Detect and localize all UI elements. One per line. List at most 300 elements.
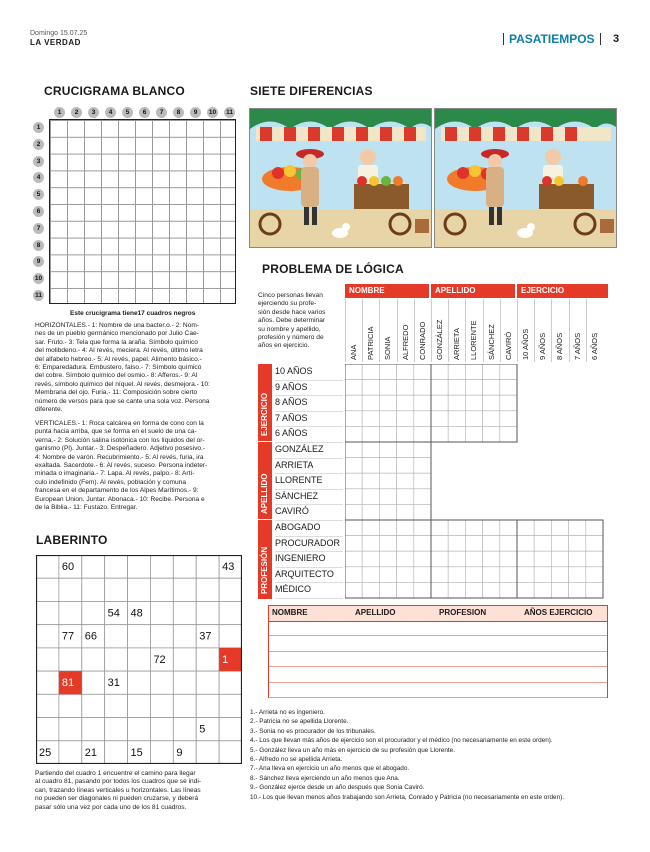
maze-cell[interactable] <box>128 648 151 671</box>
logic-grid-cell[interactable] <box>414 473 431 489</box>
logic-row-label: SÁNCHEZ <box>275 489 343 506</box>
maze-cell[interactable] <box>219 694 242 717</box>
logic-grid-cell[interactable] <box>569 520 586 536</box>
maze-cell[interactable] <box>219 741 242 764</box>
logic-grid-cell[interactable] <box>345 395 362 411</box>
logic-grid-cell[interactable] <box>483 551 500 567</box>
logic-grid-cell[interactable] <box>483 567 500 583</box>
maze-cell[interactable] <box>82 578 105 601</box>
logic-grid-cell[interactable] <box>362 551 379 567</box>
logic-grid-cell[interactable] <box>345 442 362 458</box>
logic-grid-cell[interactable] <box>345 380 362 396</box>
logic-grid-cell[interactable] <box>551 551 568 567</box>
logic-grid-cell[interactable] <box>414 551 431 567</box>
difference-image-right[interactable] <box>434 108 617 248</box>
side-group-ejercicio-label: EJERCICIO <box>260 392 269 436</box>
logic-grid-cell[interactable] <box>397 458 414 474</box>
maze-cell[interactable] <box>128 694 151 717</box>
crossword-row-number: 3 <box>33 156 44 167</box>
maze-cell[interactable] <box>82 694 105 717</box>
maze-cell[interactable] <box>128 578 151 601</box>
crossword-grid[interactable] <box>49 119 236 304</box>
maze-cell[interactable] <box>173 601 196 624</box>
logic-grid-cell[interactable] <box>448 567 465 583</box>
logic-row-label: ABOGADO <box>275 520 343 537</box>
logic-grid-cell[interactable] <box>534 582 551 598</box>
maze-number: 31 <box>107 677 120 690</box>
maze-cell[interactable] <box>36 625 59 648</box>
maze-cell[interactable] <box>219 671 242 694</box>
maze-grid[interactable] <box>36 555 242 764</box>
logic-grid-cell[interactable] <box>586 582 603 598</box>
maze-number: 81 <box>61 677 75 690</box>
logic-grid-cell[interactable] <box>362 567 379 583</box>
logic-grid-cell[interactable] <box>431 520 448 536</box>
vertical-clue-line: punta hacia arriba, que se forma en el suelo de una ca- <box>35 428 197 436</box>
logic-grid-cell[interactable] <box>345 426 362 442</box>
intro-line: años en ejercicio. <box>258 342 310 350</box>
logic-grid-cell[interactable] <box>431 582 448 598</box>
side-group-profesion <box>258 520 272 599</box>
logic-clue: 3.- Sonia no es procurador de los tribunales. <box>250 727 376 735</box>
crossword-row-number: 1 <box>33 122 44 133</box>
logic-grid-cell[interactable] <box>534 551 551 567</box>
vertical-clue-line: verna.- 2: Solución salina isotónica con los líquidos del or- <box>35 436 205 444</box>
logic-grid-cell[interactable] <box>397 520 414 536</box>
logic-grid-cell[interactable] <box>465 567 482 583</box>
logic-grid-cell[interactable] <box>414 458 431 474</box>
intro-line: profesión y número de <box>258 334 324 342</box>
maze-cell[interactable] <box>173 671 196 694</box>
logic-row-label: PROCURADOR <box>275 536 343 553</box>
answer-row[interactable] <box>269 667 607 682</box>
logic-grid-cell[interactable] <box>465 380 482 396</box>
logic-grid-cell[interactable] <box>465 426 482 442</box>
logic-grid-cell[interactable] <box>586 551 603 567</box>
answer-col-anos: AÑOS EJERCICIO <box>524 608 593 617</box>
maze-cell[interactable] <box>105 578 128 601</box>
maze-cell[interactable] <box>128 671 151 694</box>
logic-grid-cell[interactable] <box>551 520 568 536</box>
logic-grid-cell[interactable] <box>379 458 396 474</box>
answer-table[interactable] <box>268 605 608 698</box>
logic-grid-cell[interactable] <box>500 582 517 598</box>
maze-cell[interactable] <box>150 694 173 717</box>
maze-number: 25 <box>39 746 52 759</box>
logic-grid-cell[interactable] <box>431 395 448 411</box>
maze-cell[interactable] <box>59 601 82 624</box>
logic-grid-cell[interactable] <box>362 536 379 552</box>
logic-grid-cell[interactable] <box>483 536 500 552</box>
maze-cell[interactable] <box>82 555 105 578</box>
maze-cell[interactable] <box>105 625 128 648</box>
logic-grid-cell[interactable] <box>465 536 482 552</box>
logic-grid-cell[interactable] <box>448 582 465 598</box>
logic-clue: 8.- Sánchez lleva ejerciendo un año menos que Ana. <box>250 774 400 782</box>
logic-grid-cell[interactable] <box>500 395 517 411</box>
intro-line: sión desde hace varios <box>258 308 326 316</box>
maze-cell[interactable] <box>196 648 219 671</box>
logic-grid-cell[interactable] <box>379 504 396 520</box>
logic-grid-cell[interactable] <box>414 395 431 411</box>
maze-cell[interactable] <box>82 718 105 741</box>
logic-grid-cell[interactable] <box>448 551 465 567</box>
logic-grid-cell[interactable] <box>345 411 362 427</box>
logic-grid-cell[interactable] <box>379 536 396 552</box>
maze-cell[interactable] <box>82 671 105 694</box>
maze-cell[interactable] <box>36 694 59 717</box>
logic-grid-cell[interactable] <box>586 567 603 583</box>
crossword-row-number: 9 <box>33 256 44 267</box>
logic-grid-cell[interactable] <box>431 380 448 396</box>
maze-cell[interactable] <box>150 601 173 624</box>
maze-cell[interactable] <box>173 718 196 741</box>
maze-cell[interactable] <box>173 578 196 601</box>
logic-grid-cell[interactable] <box>569 567 586 583</box>
group-header-nombre: NOMBRE <box>345 284 429 298</box>
logic-grid-cell[interactable] <box>500 426 517 442</box>
maze-cell[interactable] <box>196 671 219 694</box>
logic-grid-cell[interactable] <box>379 489 396 505</box>
logic-grid-cell[interactable] <box>362 395 379 411</box>
side-group-profesion-label: PROFESIÓN <box>260 546 269 594</box>
logic-grid-cell[interactable] <box>345 582 362 598</box>
logic-grid-cell[interactable] <box>517 536 534 552</box>
group-header-ejercicio: EJERCICIO <box>517 284 608 298</box>
maze-cell[interactable] <box>219 625 242 648</box>
logic-grid-cell[interactable] <box>362 520 379 536</box>
vertical-clue-line: minada o imaginaria.- 7: Lapa. Al revés, palpo.- 8: Artí- <box>35 470 195 478</box>
logic-grid-cell[interactable] <box>448 520 465 536</box>
logic-grid-cell[interactable] <box>397 551 414 567</box>
crossword-row-number: 11 <box>33 290 44 301</box>
crossword-col-number: 4 <box>105 107 116 118</box>
logic-grid-cell[interactable] <box>362 582 379 598</box>
logic-grid-cell[interactable] <box>397 489 414 505</box>
crossword-col-number: 5 <box>122 107 133 118</box>
logic-grid-cell[interactable] <box>397 411 414 427</box>
answer-row[interactable] <box>269 621 607 636</box>
logic-grid-cell[interactable] <box>551 567 568 583</box>
horizontal-clue-line: del alfabeto hebreo.- 5: Al revés, papel. Alimento básico.- <box>35 355 202 363</box>
logic-col-label: 6 AÑOS <box>589 332 599 360</box>
logic-grid-cell[interactable] <box>379 380 396 396</box>
logic-col-label: 9 AÑOS <box>538 332 548 360</box>
logic-grid-cell[interactable] <box>379 473 396 489</box>
maze-cell[interactable] <box>128 625 151 648</box>
horizontal-clue-line: sar. Fruto.- 3: Tela que forma la araña. Símbolo químico <box>35 338 198 346</box>
logic-grid-cell[interactable] <box>483 520 500 536</box>
logic-grid-cell[interactable] <box>534 536 551 552</box>
logic-grid-cell[interactable] <box>517 520 534 536</box>
section-title: PASATIEMPOS <box>503 33 601 45</box>
logic-grid-cell[interactable] <box>517 551 534 567</box>
logic-grid-cell[interactable] <box>431 426 448 442</box>
logic-grid-cell[interactable] <box>397 426 414 442</box>
logic-grid-cell[interactable] <box>448 364 465 380</box>
logic-grid-cell[interactable] <box>362 426 379 442</box>
logic-grid-cell[interactable] <box>345 551 362 567</box>
maze-cell[interactable] <box>196 555 219 578</box>
vertical-clue-line: culo indefinido (Fem). Al revés, población y comuna <box>35 478 186 486</box>
logic-grid-cell[interactable] <box>483 364 500 380</box>
logic-grid-cell[interactable] <box>397 536 414 552</box>
crossword-note: Este crucigrama tiene17 cuadros negros <box>70 310 196 317</box>
logic-grid-cell[interactable] <box>414 489 431 505</box>
maze-cell[interactable] <box>196 741 219 764</box>
logic-grid-cell[interactable] <box>397 582 414 598</box>
difference-image-left[interactable] <box>249 108 432 248</box>
logic-grid-cell[interactable] <box>397 380 414 396</box>
logic-grid-cell[interactable] <box>483 411 500 427</box>
market-scene-left <box>250 109 431 247</box>
logic-grid-cell[interactable] <box>379 567 396 583</box>
maze-cell[interactable] <box>173 694 196 717</box>
crossword-col-number: 7 <box>156 107 167 118</box>
logic-col-label: 10 AÑOS <box>521 328 530 360</box>
crossword-row-number: 7 <box>33 223 44 234</box>
logic-grid-cell[interactable] <box>431 536 448 552</box>
logic-grid-cell[interactable] <box>431 364 448 380</box>
horizontal-clue-line: nes de un pueblo germánico mencionado por Julio Cae- <box>35 330 199 338</box>
maze-cell[interactable] <box>150 741 173 764</box>
logic-grid-cell[interactable] <box>534 567 551 583</box>
logic-col-label: 7 AÑOS <box>572 332 582 360</box>
logic-grid-cell[interactable] <box>414 411 431 427</box>
logic-grid-cell[interactable] <box>345 504 362 520</box>
maze-cell[interactable] <box>150 578 173 601</box>
maze-instruction-line: Partiendo del cuadro 1 encuentre el camino para llegar <box>35 770 196 777</box>
maze-number: 72 <box>153 653 166 666</box>
logic-clue: 10.- Los que llevan menos años trabajando son Arrieta, Conrado y Patricia (no necesariamente en este orden). <box>250 793 565 801</box>
logic-col-label: GONZÁLEZ <box>435 319 444 360</box>
logic-grid-cell[interactable] <box>379 395 396 411</box>
maze-cell[interactable] <box>59 578 82 601</box>
intro-line: Cinco personas llevan <box>258 292 323 299</box>
vertical-clue-line: VERTICALES.- 1: Roca calcárea en forma de cono con la <box>35 420 204 427</box>
logic-grid-cell[interactable] <box>500 520 517 536</box>
maze-cell[interactable] <box>150 671 173 694</box>
logic-grid-cell[interactable] <box>379 411 396 427</box>
maze-cell[interactable] <box>59 648 82 671</box>
answer-col-profesion: PROFESION <box>439 608 487 617</box>
logic-grid-cell[interactable] <box>551 582 568 598</box>
logic-grid-cell[interactable] <box>448 395 465 411</box>
answer-row[interactable] <box>269 636 607 651</box>
maze-cell[interactable] <box>105 555 128 578</box>
logic-grid-cell[interactable] <box>551 536 568 552</box>
logic-grid-cell[interactable] <box>362 473 379 489</box>
logic-grid-cell[interactable] <box>517 567 534 583</box>
logic-grid-cell[interactable] <box>414 364 431 380</box>
vertical-clue-line: European Union. Juntar. Abonaca.- 10: Recibe. Persona e <box>35 495 205 503</box>
logic-row-label: MÉDICO <box>275 582 343 599</box>
logic-grid-cell[interactable] <box>397 395 414 411</box>
page-number: 3 <box>613 33 620 45</box>
logic-clue: 4.- Los que llevan más años de ejercicio son el procurador y el médico (no necesariamente en este orden). <box>250 737 553 745</box>
logic-grid-cell[interactable] <box>534 520 551 536</box>
logic-grid-cell[interactable] <box>569 582 586 598</box>
maze-cell[interactable] <box>196 601 219 624</box>
logic-grid-cell[interactable] <box>362 458 379 474</box>
logic-grid-cell[interactable] <box>414 582 431 598</box>
maze-cell[interactable] <box>36 718 59 741</box>
crossword-row-number: 8 <box>33 240 44 251</box>
maze-cell[interactable] <box>36 555 59 578</box>
crossword-col-number: 1 <box>54 107 65 118</box>
maze-cell[interactable] <box>219 718 242 741</box>
maze-cell[interactable] <box>196 578 219 601</box>
logic-grid-cell[interactable] <box>586 520 603 536</box>
logic-grid-cell[interactable] <box>379 364 396 380</box>
logic-grid-cell[interactable] <box>414 567 431 583</box>
maze-instruction-line: can, trazando líneas verticales u horizontales. Las líneas <box>35 786 201 794</box>
intro-line: su nombre y apellido, <box>258 325 321 333</box>
logic-row-label: 8 AÑOS <box>275 395 343 412</box>
logic-grid-cell[interactable] <box>500 411 517 427</box>
logic-grid-cell[interactable] <box>586 536 603 552</box>
maze-instruction-line: al cuadro 81, pasando por todos los cuadros que se indi- <box>35 778 202 786</box>
crossword-col-number: 6 <box>139 107 150 118</box>
logic-grid-cell[interactable] <box>379 442 396 458</box>
logic-grid-cell[interactable] <box>362 442 379 458</box>
logic-grid-cell[interactable] <box>500 364 517 380</box>
logic-grid-cell[interactable] <box>397 567 414 583</box>
maze-cell[interactable] <box>150 718 173 741</box>
maze-cell[interactable] <box>36 648 59 671</box>
maze-cell[interactable] <box>173 625 196 648</box>
maze-cell[interactable] <box>128 718 151 741</box>
logic-grid-cell[interactable] <box>483 395 500 411</box>
logic-grid-cell[interactable] <box>345 536 362 552</box>
logic-grid-cell[interactable] <box>397 473 414 489</box>
maze-cell[interactable] <box>59 718 82 741</box>
maze-cell[interactable] <box>105 694 128 717</box>
logic-grid-cell[interactable] <box>345 364 362 380</box>
logic-intro <box>258 292 348 351</box>
logic-title: PROBLEMA DE LÓGICA <box>262 262 404 276</box>
logic-col-label: SÁNCHEZ <box>486 324 496 360</box>
intro-line: años. Debe determinar <box>258 317 326 325</box>
maze-cell[interactable] <box>219 578 242 601</box>
maze-instruction-line: pasar sólo una vez por cada uno de los 81 cuadros. <box>35 803 187 811</box>
logic-grid-cell[interactable] <box>465 395 482 411</box>
horizontal-clue-line: número de versos para que se cante una sola voz. Persona <box>35 397 210 405</box>
maze-cell[interactable] <box>150 625 173 648</box>
maze-number: 43 <box>222 561 235 573</box>
logic-grid-cell[interactable] <box>483 426 500 442</box>
logic-row-label: ARRIETA <box>275 458 343 475</box>
logic-grid-cell[interactable] <box>345 473 362 489</box>
maze-cell[interactable] <box>105 648 128 671</box>
logic-grid-cell[interactable] <box>345 458 362 474</box>
logic-grid-cell[interactable] <box>345 567 362 583</box>
logic-grid-cell[interactable] <box>362 380 379 396</box>
logic-grid-cell[interactable] <box>397 442 414 458</box>
maze-cell[interactable] <box>36 601 59 624</box>
logic-grid-cell[interactable] <box>569 536 586 552</box>
logic-grid-cell[interactable] <box>500 567 517 583</box>
logic-grid-cell[interactable] <box>414 442 431 458</box>
logic-grid-cell[interactable] <box>465 582 482 598</box>
logic-grid-cell[interactable] <box>465 520 482 536</box>
crossword-row-number: 5 <box>33 189 44 200</box>
maze-cell[interactable] <box>128 555 151 578</box>
maze-cell[interactable] <box>59 741 82 764</box>
logic-grid-cell[interactable] <box>431 567 448 583</box>
maze-cell[interactable] <box>82 601 105 624</box>
logic-grid-cell[interactable] <box>500 380 517 396</box>
crossword-col-number: 2 <box>71 107 82 118</box>
logic-col-label: LLORENTE <box>469 320 479 360</box>
maze-cell[interactable] <box>105 741 128 764</box>
maze-cell[interactable] <box>219 601 242 624</box>
logic-grid-cell[interactable] <box>379 551 396 567</box>
logic-row-label: 10 AÑOS <box>275 364 343 381</box>
horizontal-clue-line: del cobre. Símbolo químico del osmio.- 8: Afferos.- 9: Al <box>35 372 198 380</box>
logic-grid-cell[interactable] <box>414 536 431 552</box>
maze-cell[interactable] <box>150 555 173 578</box>
logic-grid-svg[interactable] <box>345 364 610 600</box>
logic-grid-cell[interactable] <box>465 411 482 427</box>
logic-grid-cell[interactable] <box>500 551 517 567</box>
logic-grid-cell[interactable] <box>379 426 396 442</box>
answer-row[interactable] <box>269 683 607 698</box>
logic-grid-cell[interactable] <box>414 426 431 442</box>
maze-cell[interactable] <box>173 648 196 671</box>
logic-grid-cell[interactable] <box>362 489 379 505</box>
maze-cell[interactable] <box>59 694 82 717</box>
logic-grid-cell[interactable] <box>569 551 586 567</box>
logic-grid-cell[interactable] <box>448 411 465 427</box>
logic-grid-cell[interactable] <box>379 582 396 598</box>
logic-grid-cell[interactable] <box>414 520 431 536</box>
logic-grid-cell[interactable] <box>465 364 482 380</box>
maze-cell[interactable] <box>82 648 105 671</box>
logic-grid-cell[interactable] <box>414 380 431 396</box>
logic-grid-cell[interactable] <box>362 411 379 427</box>
logic-grid-cell[interactable] <box>483 380 500 396</box>
logic-grid-cell[interactable] <box>465 551 482 567</box>
logic-grid-cell[interactable] <box>397 364 414 380</box>
logic-grid-cell[interactable] <box>431 551 448 567</box>
logic-grid-cell[interactable] <box>362 364 379 380</box>
logic-clues <box>250 708 630 802</box>
answer-row[interactable] <box>269 652 607 667</box>
logic-grid-cell[interactable] <box>379 520 396 536</box>
logic-grid-cell[interactable] <box>448 536 465 552</box>
maze-cell[interactable] <box>105 718 128 741</box>
maze-cell[interactable] <box>196 694 219 717</box>
logic-grid-cell[interactable] <box>414 504 431 520</box>
logic-grid-cell[interactable] <box>345 489 362 505</box>
maze-cell[interactable] <box>36 578 59 601</box>
logic-grid-cell[interactable] <box>397 504 414 520</box>
logic-grid-cell[interactable] <box>345 520 362 536</box>
maze-number: 21 <box>84 746 98 759</box>
logic-grid-cell[interactable] <box>517 582 534 598</box>
logic-grid-cell[interactable] <box>431 411 448 427</box>
maze-cell[interactable] <box>173 555 196 578</box>
logic-clue: 9.- González ejerce desde un año después que Sonia Caviró. <box>250 784 425 792</box>
logic-row-label: ARQUITECTO <box>275 567 343 584</box>
logic-grid-cell[interactable] <box>448 426 465 442</box>
logic-grid-cell[interactable] <box>362 504 379 520</box>
logic-grid-cell[interactable] <box>500 536 517 552</box>
logic-grid-cell[interactable] <box>448 380 465 396</box>
maze-cell[interactable] <box>36 671 59 694</box>
logic-grid-cell[interactable] <box>483 582 500 598</box>
